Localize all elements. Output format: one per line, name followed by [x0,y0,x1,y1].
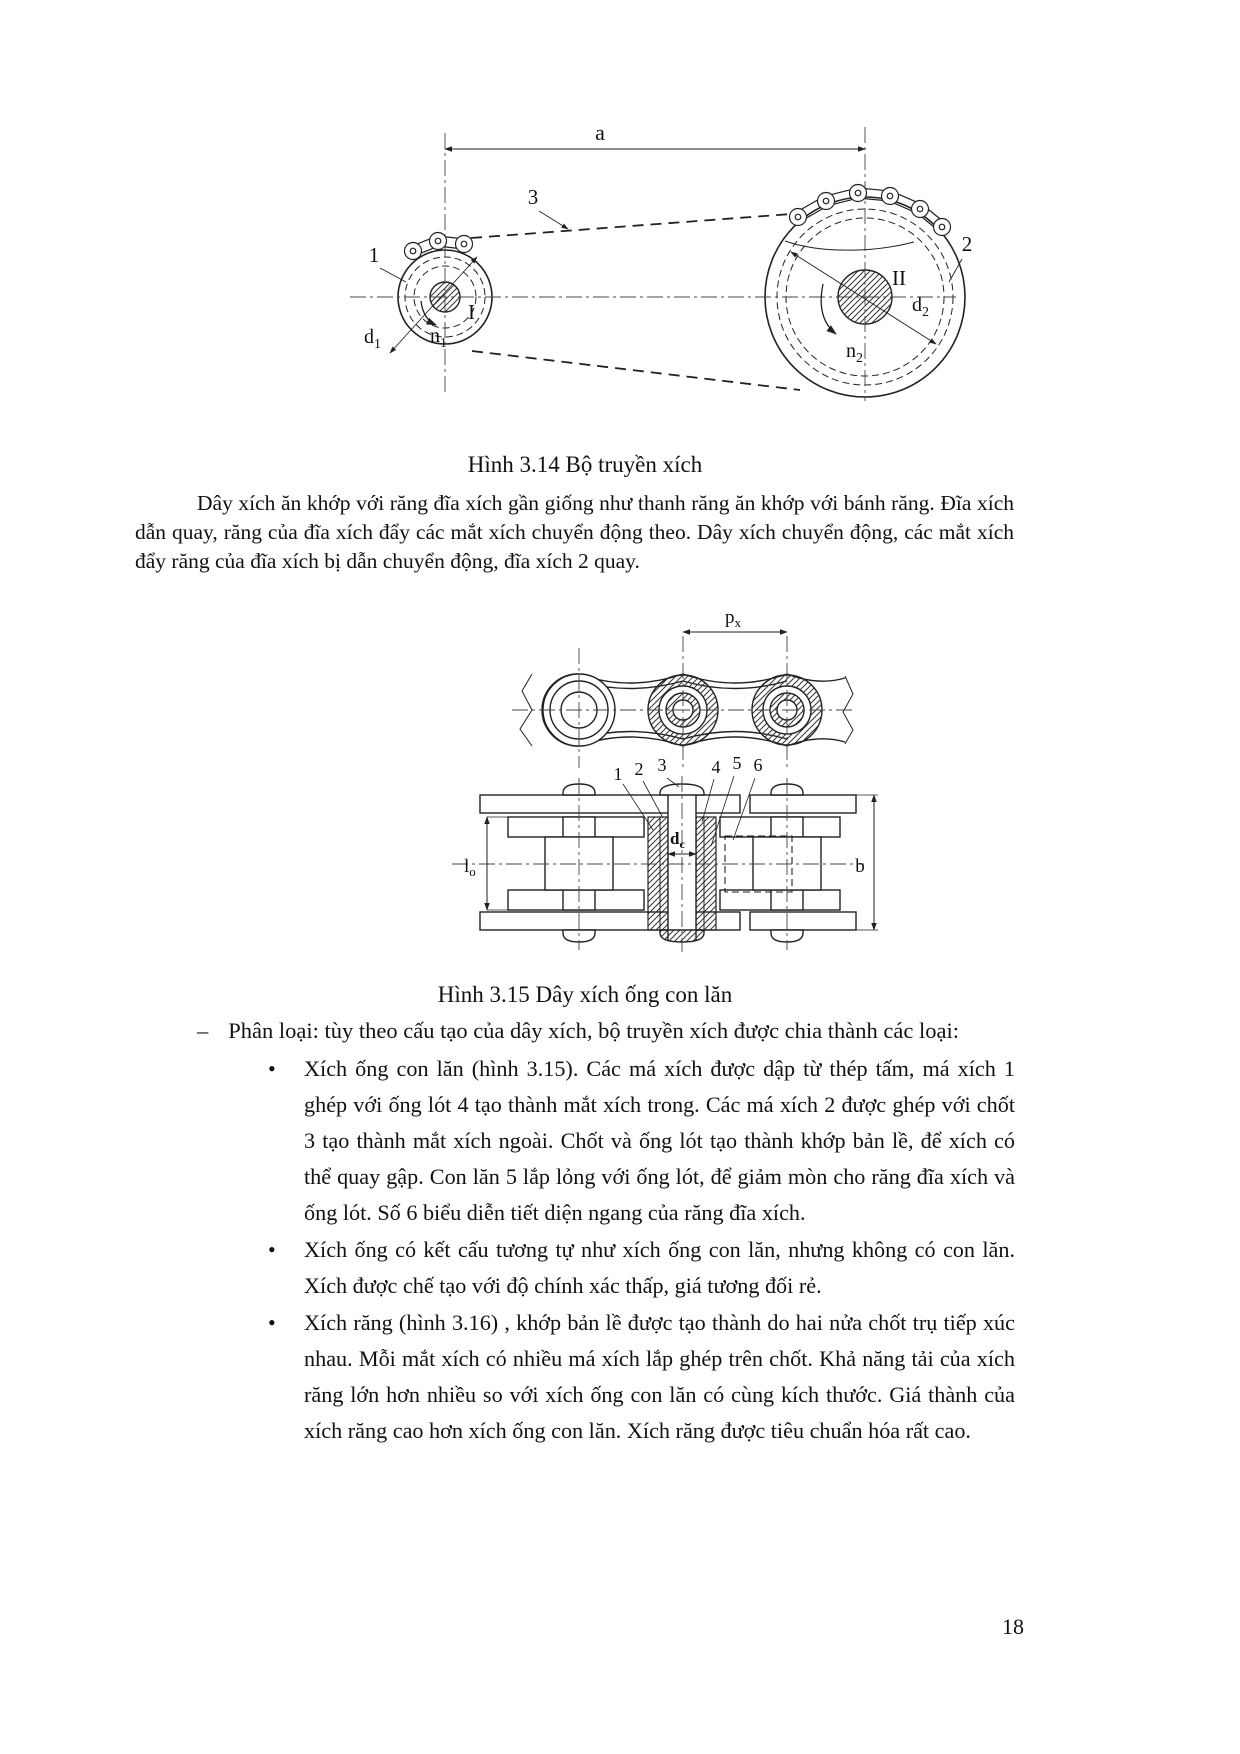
dimension-lo [464,817,508,910]
label-d1: $d_1$ [364,326,381,352]
dimension-b [855,795,878,930]
dash-marker: – [197,1018,209,1043]
label-part-2: 2 [634,759,644,779]
label-n2: $n_2$ [846,340,863,366]
list-item-text: Xích răng (hình 3.16) , khớp bản lề được tạo thành do hai nửa chốt trụ tiếp xúc nhau. Mỗi mắt xích có nhiều má xích lắp ghép trên chốt. Khả năng tải của xích răng lớn hơn nhiều so với xích ống con lăn có cùng kích thước. Giá thành của xích răng cao hơn xích ống con lăn. Xích răng được tiêu chuẩn hóa rất cao. [304,1310,1015,1443]
label-shaft-II: II [892,266,906,290]
classification-intro [197,1018,959,1044]
label-px: $p_x$ [725,607,741,630]
chain-types-list [268,1051,1015,1450]
label-n1: $n_1$ [430,325,447,351]
label-part-1: 1 [613,764,623,784]
label-part-4: 4 [711,757,721,777]
label-part-3: 3 [527,185,539,209]
dimension-px [683,607,787,632]
figure-3-14-caption: Hình 3.14 Bộ truyền xích [467,452,703,477]
figure-3-14-chain-drive-diagram [280,105,980,405]
body-paragraph: Dây xích ăn khớp với răng đĩa xích gần giống như thanh răng ăn khớp với bánh răng. Đĩa xích dẫn quay, răng của đĩa xích đẩy các mắt xích chuyển động theo. Dây xích chuyển động, các mắt xích đẩy răng của đĩa xích bị dẫn chuyển động, đĩa xích 2 quay. [135,491,1014,573]
list-item-text: Xích ống có kết cấu tương tự như xích ống con lăn, nhưng không có con lăn. Xích được chế tạo với độ chính xác thấp, giá tương đối rẻ. [304,1237,1015,1298]
label-part-1: 1 [368,243,380,267]
dimension-a [445,120,865,149]
classification-intro-text: Phân loại: tùy theo cấu tạo của dây xích, bộ truyền xích được chia thành các loại: [228,1018,959,1043]
list-item [268,1305,1015,1449]
label-lo: $l_o$ [464,856,476,879]
list-item [268,1232,1015,1304]
label-d2: $d_2$ [912,294,929,320]
list-item [268,1051,1015,1231]
figure-3-15-caption: Hình 3.15 Dây xích ống con lăn [437,982,733,1007]
label-a: a [595,120,605,145]
label-dc: $d_c$ [670,829,685,851]
label-part-2: 2 [961,232,973,256]
chain-spans [471,214,800,390]
bullet-marker: • [268,1310,276,1335]
label-part-3: 3 [657,755,667,775]
label-part-5: 5 [732,753,742,773]
page-number: 18 [1002,1614,1024,1639]
label-shaft-I: I [468,300,475,324]
label-part-6: 6 [753,755,763,775]
bullet-marker: • [268,1237,276,1262]
label-b: b [855,856,865,877]
bullet-marker: • [268,1056,276,1081]
figure-3-15-roller-chain-diagram [420,590,890,960]
list-item-text: Xích ống con lăn (hình 3.15). Các má xích được dập từ thép tấm, má xích 1 ghép với ống lót 4 tạo thành mắt xích trong. Các má xích 2 được ghép với chốt 3 tạo thành mắt xích ngoài. Chốt và ống lót tạo thành khớp bản lề, để xích có thể quay gập. Con lăn 5 lắp lỏng với ống lót, để giảm mòn cho răng đĩa xích và ống lót. Số 6 biểu diễn tiết diện ngang của răng đĩa xích. [304,1056,1015,1225]
